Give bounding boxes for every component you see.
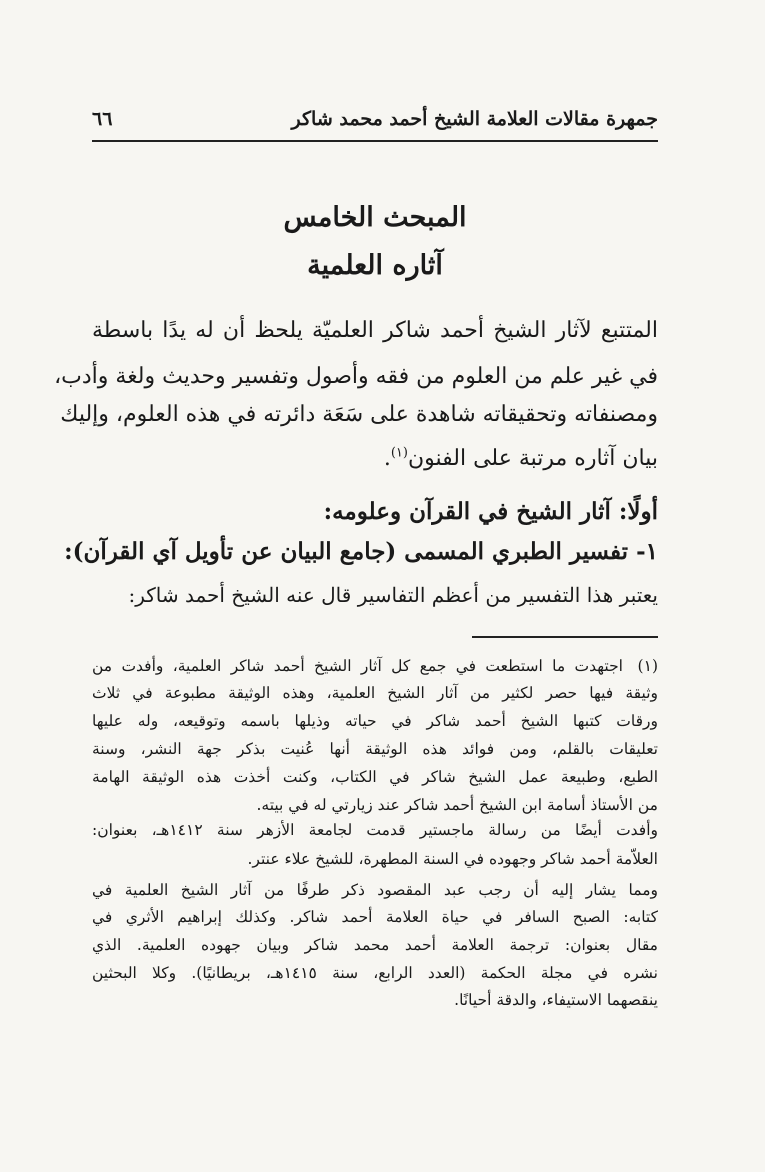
footnote-reference[interactable]: (١) <box>390 445 408 461</box>
running-head-title: جمهرة مقالات العلامة الشيخ أحمد محمد شاكر <box>291 108 658 130</box>
body-line-4 <box>92 445 658 471</box>
footnote-line: ورقات كتبها الشيخ أحمد شاكر في حياته وذيلها باسمه وتوقيعه، وله عليها <box>92 712 658 730</box>
running-head <box>92 106 658 142</box>
footnote-line: ينقصهما الاستيفاء، والدقة أحيانًا. <box>454 991 658 1009</box>
footnote-line: وأفدت أيضًا من رسالة ماجستير قدمت لجامعة الأزهر سنة ١٤١٢هـ، بعنوان: <box>92 821 658 839</box>
footnote-line: تعليقات بالقلم، ومن فوائد هذه الوثيقة أنها عُنيت بذكر جهة النشر، وسنة <box>92 740 658 758</box>
body-line-1: المتتبع لآثار الشيخ أحمد شاكر العلميّة يلحظ أن له يدًا باسطة <box>92 318 658 343</box>
footnote-line: اجتهدت ما استطعت في جمع كل آثار الشيخ أحمد شاكر العلمية، وأفدت من <box>92 657 623 675</box>
intro-line: يعتبر هذا التفسير من أعظم التفاسير قال عنه الشيخ أحمد شاكر: <box>128 583 658 607</box>
footnote-line: وثيقة فيها حصر لكثير من آثار الشيخ العلمية، وهذه الوثيقة مطبوعة في ثلاث <box>92 684 658 702</box>
section-subheading: آثاره العلمية <box>307 250 443 281</box>
footnote-line: مقال بعنوان: ترجمة العلامة أحمد محمد شاكر وبيان جهوده العلمية. الذي <box>92 936 658 954</box>
footnote-marker: (١) <box>637 657 658 675</box>
page-number: ٦٦ <box>92 108 113 130</box>
body-line-3: ومصنفاته وتحقيقاته شاهدة على سَعَة دائرته في هذه العلوم، وإليك <box>60 402 658 427</box>
subsection-item-1: ١- تفسير الطبري المسمى (جامع البيان عن تأويل آي القرآن): <box>64 538 658 565</box>
subsection-heading: أولًا: آثار الشيخ في القرآن وعلومه: <box>323 498 658 525</box>
footnote-line: كتابه: الصبح السافر في حياة العلامة أحمد شاكر. وكذلك إبراهيم الأثري في <box>92 908 658 926</box>
footnote-line: الطبع، وطبيعة عمل الشيخ شاكر في الكتاب، وكنت أخذت هذه الوثيقة الهامة <box>92 768 658 786</box>
section-heading: المبحث الخامس <box>283 202 467 233</box>
footnote-line: نشره في مجلة الحكمة (العدد الرابع، سنة ١٤١٥هـ، بريطانيًا). وكلا البحثين <box>92 964 658 982</box>
footnote-line: ومما يشار إليه أن رجب عبد المقصود ذكر طرفًا من آثار الشيخ العلمية في <box>92 881 658 899</box>
body-line-4-end: . <box>383 446 391 471</box>
body-line-2: في غير علم من العلوم من فقه وأصول وتفسير وحديث ولغة وأدب، <box>54 364 658 389</box>
footnote-line: العلاّمة أحمد شاكر وجهوده في السنة المطهرة، للشيخ علاء عنتر. <box>247 850 658 868</box>
footnote-line: من الأستاذ أسامة ابن الشيخ أحمد شاكر عند زيارتي له في بيته. <box>256 796 658 814</box>
body-line-4-text: بيان آثاره مرتبة على الفنون <box>407 446 658 471</box>
footnote-separator <box>472 636 658 638</box>
